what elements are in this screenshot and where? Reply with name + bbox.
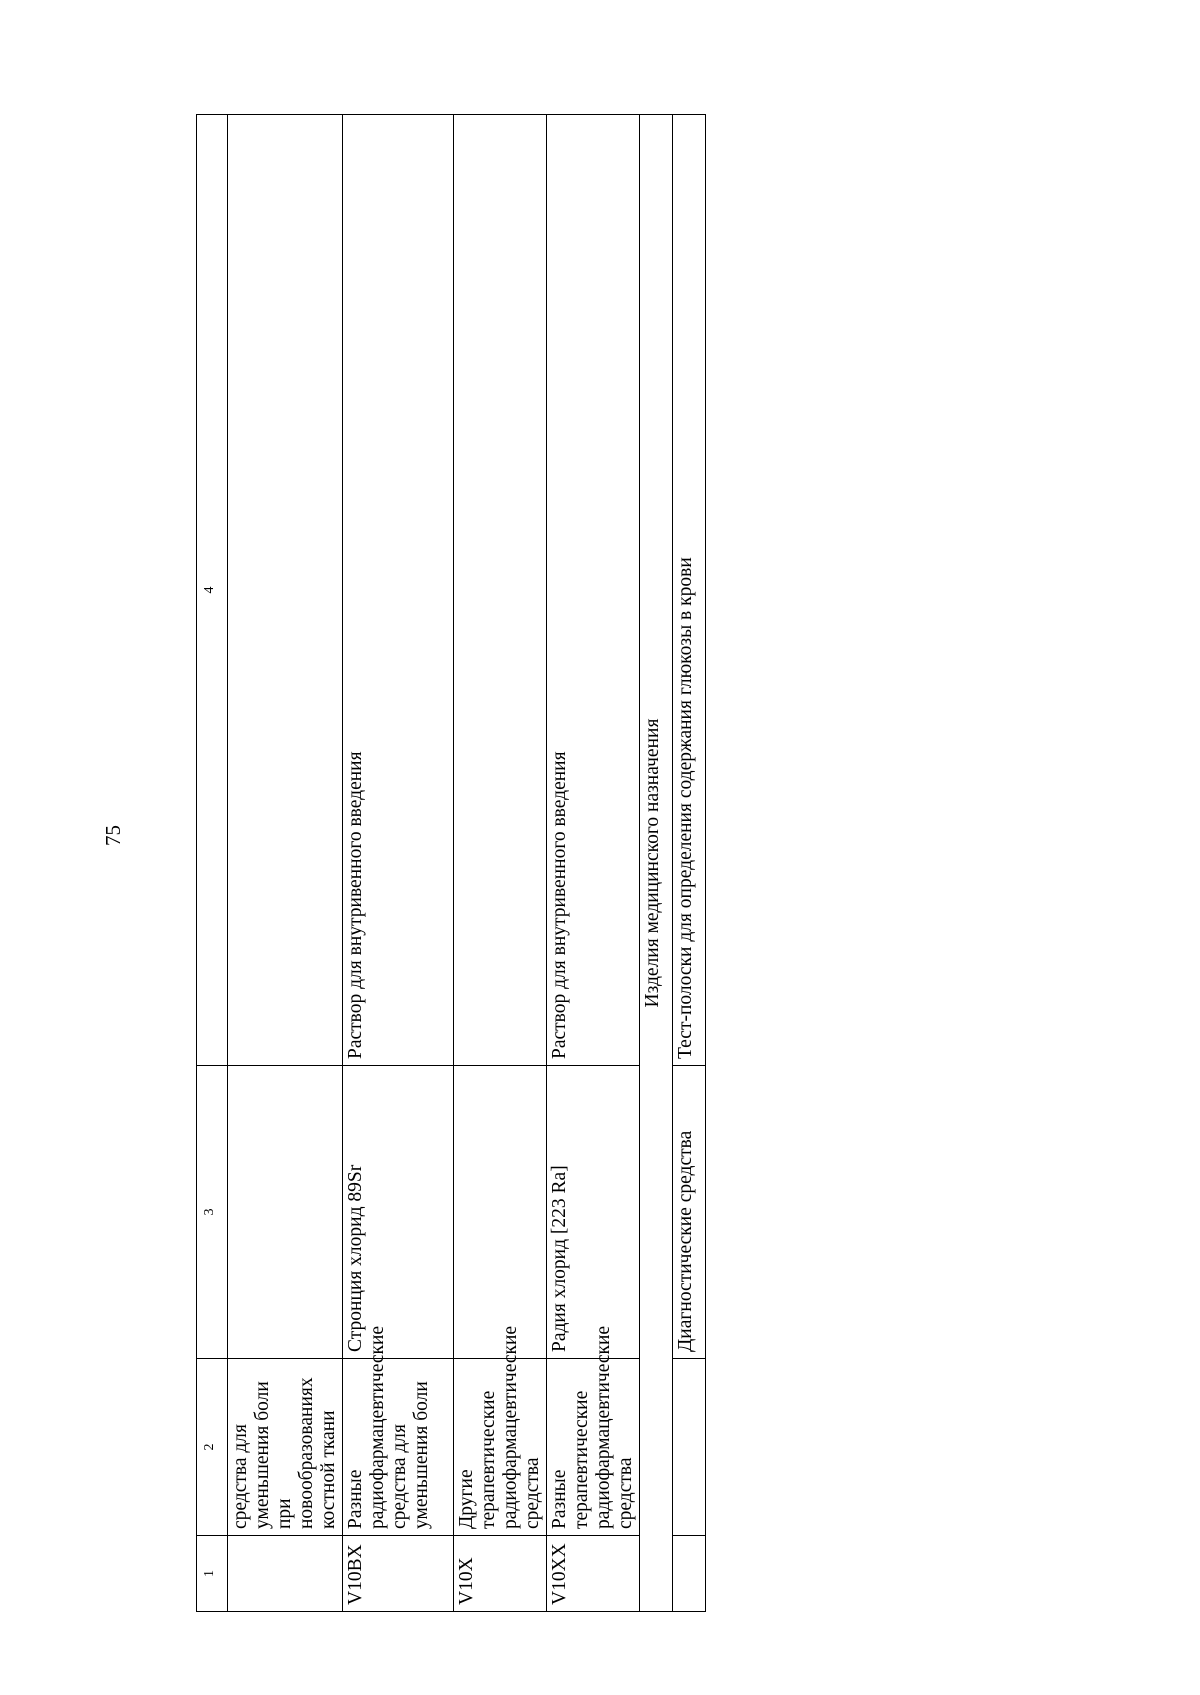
- table-row: [547, 115, 640, 1612]
- group-cell: Разные терапевтические радиофармацевтические средства: [547, 1359, 640, 1536]
- substance-cell: [454, 1066, 547, 1359]
- dosage-form-cell: [454, 115, 547, 1066]
- page-number-text: 75: [100, 824, 125, 846]
- header-col-3: 3: [197, 1066, 228, 1359]
- substance-cell: [228, 1066, 343, 1359]
- header-col-4: 4: [197, 115, 228, 1066]
- section-heading: Изделия медицинского назначения: [640, 115, 673, 1612]
- atc-code-cell: V10BX: [343, 1536, 454, 1612]
- dosage-form-cell: Раствор для внутривенного введения: [547, 115, 640, 1066]
- atc-code-cell: V10X: [454, 1536, 547, 1612]
- table-row: [343, 115, 454, 1612]
- section-row: [640, 115, 673, 1612]
- header-col-1: 1: [197, 1536, 228, 1612]
- group-cell: средства для уменьшения боли при новообразованиях костной ткани: [228, 1359, 343, 1536]
- table-row: [228, 115, 343, 1612]
- atc-code-cell: [228, 1536, 343, 1612]
- header-col-2: 2: [197, 1359, 228, 1536]
- dosage-form-cell: Раствор для внутривенного введения: [343, 115, 454, 1066]
- document-table: [196, 114, 706, 1612]
- table-row: [673, 115, 706, 1612]
- table-row: [454, 115, 547, 1612]
- rotated-table-frame: [196, 115, 696, 1612]
- atc-code-cell: V10XX: [547, 1536, 640, 1612]
- document-table-container: [196, 115, 696, 1612]
- page-number: [100, 813, 126, 857]
- atc-code-cell: [673, 1536, 706, 1612]
- group-cell: Разные радиофармацевтические средства для уменьшения боли: [343, 1359, 454, 1536]
- dosage-form-cell: Тест-полоски для определения содержания глюкозы в крови: [673, 115, 706, 1066]
- group-cell: [673, 1359, 706, 1536]
- table-header-row: [197, 115, 228, 1612]
- substance-cell: Стронция хлорид 89Sr: [343, 1066, 454, 1359]
- substance-cell: Диагностические средства: [673, 1066, 706, 1359]
- substance-cell: Радия хлорид [223 Ra]: [547, 1066, 640, 1359]
- group-cell: Другие терапевтические радиофармацевтические средства: [454, 1359, 547, 1536]
- dosage-form-cell: [228, 115, 343, 1066]
